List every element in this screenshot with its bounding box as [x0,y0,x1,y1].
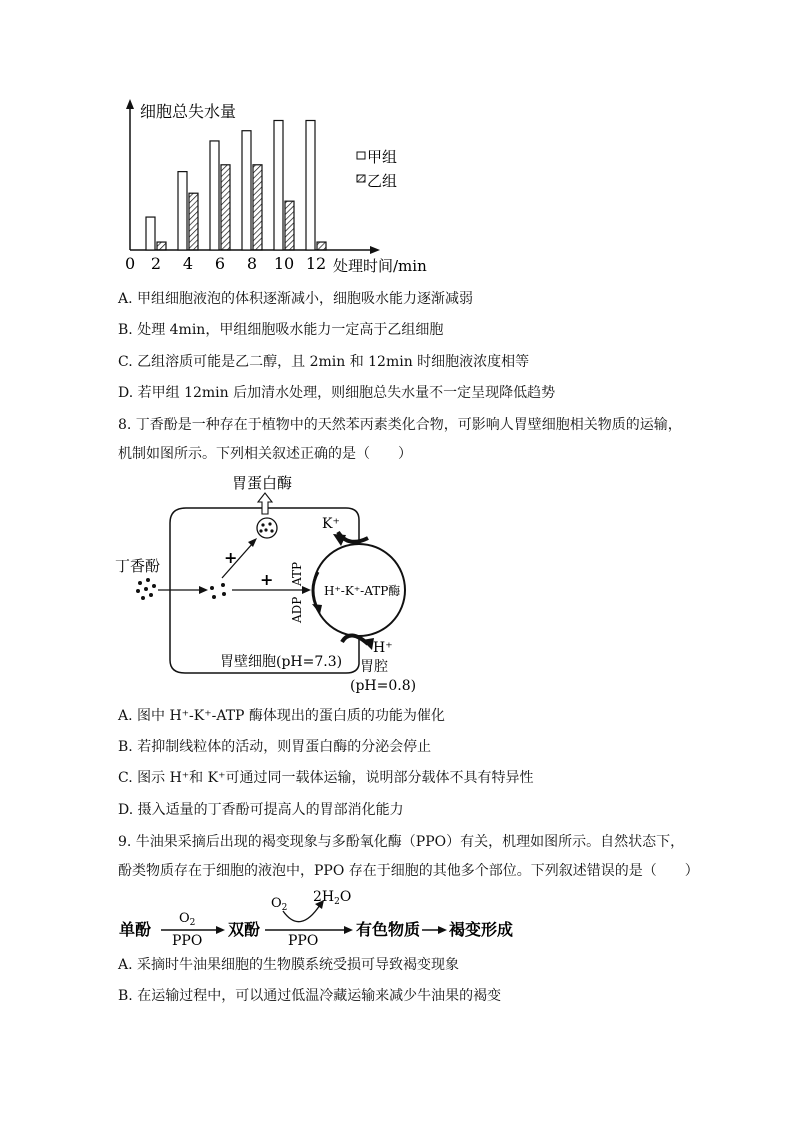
pepsin-vesicle [257,518,277,538]
tick-labels-group [151,254,326,273]
q8-option-b: B. 若抑制线粒体的活动，则胃蛋白酶的分泌会停止 [118,739,432,755]
secretion-arrow-icon [258,493,272,514]
eugenol-molecules-inside [210,583,226,599]
vesicle-dot [270,529,273,532]
k-ion-label: K⁺ [322,516,340,532]
x-tick-label: 10 [273,254,295,273]
q8-option-a: A. 图中 H⁺-K⁺-ATP 酶体现出的蛋白质的功能为催化 [118,708,445,724]
colored-substance-label: 有色物质 [356,920,421,939]
legend-label-yi: 乙组 [367,172,398,190]
bar-jia-10 [274,120,283,250]
pepsin-label: 胃蛋白酶 [232,474,293,492]
ppo-label-1: PPO [172,933,203,949]
water-label: $2H_2O$ [313,889,352,907]
legend-label-jia: 甲组 [367,148,398,166]
bar-yi-2 [157,242,166,250]
plus-sign-secretion: + [224,548,238,567]
oxygen-curve-arrow [283,905,320,922]
arrow-3-head [438,926,447,934]
arrow-2-head [344,926,353,934]
arrow-1-head [216,926,225,934]
q9-stem-line2: 酚类物质存在于细胞的液泡中，PPO 存在于细胞的其他多个部位。下列叙述错误的是（ ） [118,863,699,879]
x-axis-label: 处理时间/min [333,257,427,275]
cavity-label: 胃腔 [360,659,388,675]
browning-pathway-diagram [115,885,535,950]
y-axis-label: 细胞总失水量 [140,102,237,121]
o2-label-2: $O_2$ [271,896,288,913]
q9-stem-line1: 9. 牛油果采摘后出现的褐变现象与多酚氧化酶（PPO）有关，机理如图所示。自然状态下， [118,834,685,850]
diphenol-label: 双酚 [228,920,261,939]
q7-option-a: A. 甲组细胞液泡的体积逐渐减小，细胞吸水能力逐渐减弱 [118,291,474,307]
atp-label: ATP [290,561,304,586]
cell-label: 胃壁细胞(pH=7.3) [220,654,343,670]
enzyme-label: H⁺-K⁺-ATP酶 [324,584,401,598]
ppo-label-2: PPO [288,933,319,949]
x-tick-label: 12 [305,254,327,273]
eugenol-molecules-outside [136,578,156,600]
y-axis-arrow [126,99,134,109]
vesicle-dot [264,528,267,531]
stimulate-enzyme-arrowhead [302,586,311,594]
bar-yi-6 [221,165,230,250]
q7-option-d: D. 若甲组 12min 后加清水处理，则细胞总失水量不一定呈现降低趋势 [118,385,556,401]
q7-option-c: C. 乙组溶质可能是乙二醇，且 2min 和 12min 时细胞液浓度相等 [118,354,530,370]
bar-jia-6 [210,141,219,250]
q8-stem-line2: 机制如图所示。下列相关叙述正确的是（ ） [118,446,412,462]
q7-option-b: B. 处理 4min，甲组细胞吸水能力一定高于乙组细胞 [118,322,444,338]
plus-sign-enzyme: + [260,570,274,589]
uptake-arrowhead [199,586,208,594]
bar-jia-12 [306,120,315,250]
origin-label: 0 [125,254,136,273]
bar-yi-4 [189,193,198,250]
q9-option-a: A. 采摘时牛油果细胞的生物膜系统受损可导致褐变现象 [118,957,460,973]
water-loss-chart [110,95,450,280]
bar-jia-8 [242,131,251,250]
x-tick-label: 2 [150,254,162,273]
vesicle-dot [261,523,264,526]
bar-yi-8 [253,165,262,250]
stimulate-secretion-arrowhead [248,538,257,547]
q8-stem-line1: 8. 丁香酚是一种存在于植物中的天然苯丙素类化合物，可影响人胃壁细胞相关物质的运输， [118,417,682,433]
bar-jia-4 [178,172,187,250]
browning-label: 褐变形成 [449,920,514,939]
bar-yi-10 [285,201,294,250]
x-tick-label: 4 [182,254,194,273]
bar-yi-12 [317,242,326,250]
x-tick-label: 8 [246,254,258,273]
q8-option-c: C. 图示 H⁺和 K⁺可通过同一载体运输，说明部分载体不具有特异性 [118,770,534,786]
h-ion-label: H⁺ [373,640,393,656]
o2-label-1: $O_2$ [179,911,196,928]
x-tick-label: 6 [214,254,226,273]
legend-swatch-yi [357,175,365,182]
q8-option-d: D. 摄入适量的丁香酚可提高人的胃部消化能力 [118,802,404,818]
eugenol-label: 丁香酚 [115,557,161,575]
cavity-ph-label: (pH=0.8) [350,678,417,694]
legend-swatch-jia [357,152,365,159]
vesicle-dot [268,522,271,525]
monophenol-label: 单酚 [119,920,152,939]
q9-option-b: B. 在运输过程中，可以通过低温冷藏运输来减少牛油果的褐变 [118,988,502,1004]
gastric-cell-diagram [110,468,430,698]
bars-group [146,120,326,250]
bar-jia-2 [146,217,155,250]
x-axis-arrow [370,246,380,254]
vesicle-dot [259,529,262,532]
adp-label: ADP [290,596,304,623]
